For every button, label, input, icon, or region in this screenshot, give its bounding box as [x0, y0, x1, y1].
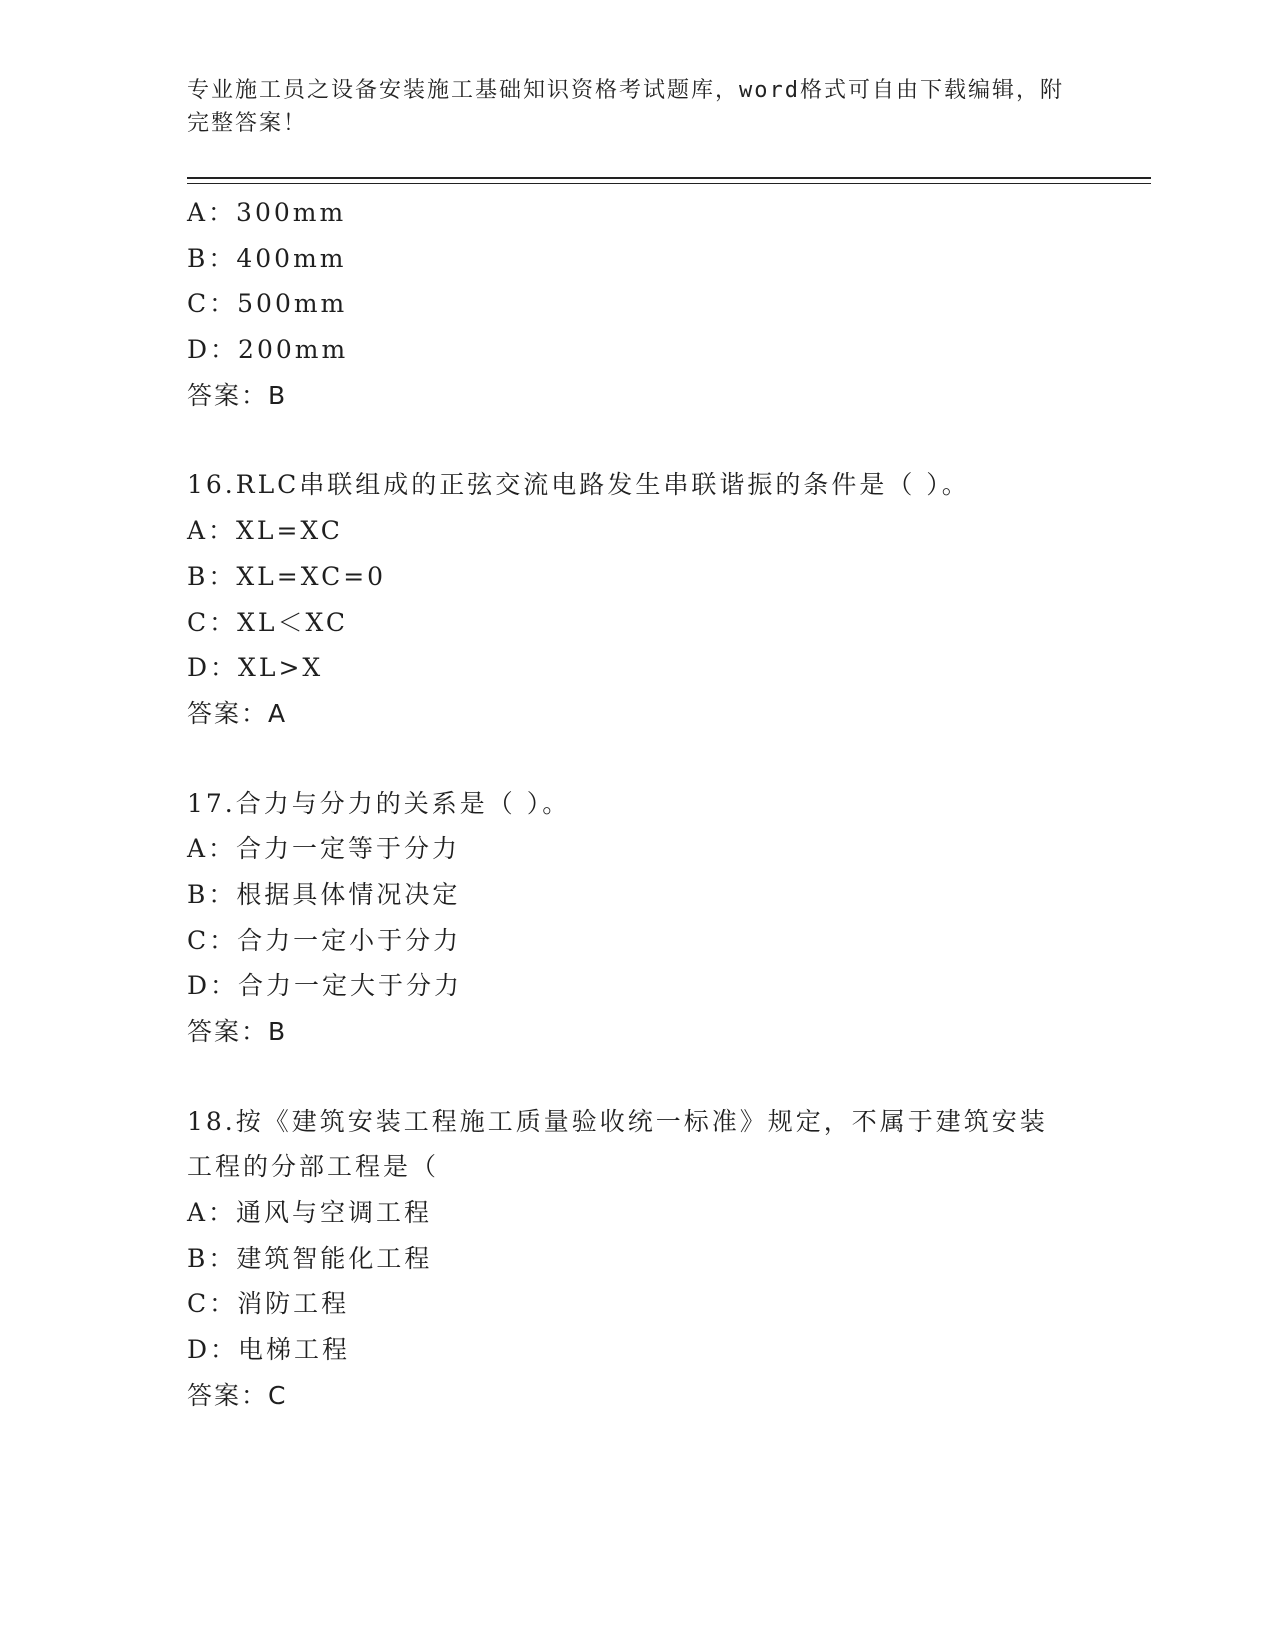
spacer — [187, 737, 1087, 781]
header-divider-thick — [187, 177, 1151, 179]
option-b: B：建筑智能化工程 — [187, 1243, 433, 1273]
option-c: C：消防工程 — [187, 1289, 350, 1319]
option-a: A：300mm — [187, 198, 347, 227]
question-block-17 — [187, 781, 1087, 1055]
spacer — [187, 418, 1087, 462]
answer-line: 答案：B — [187, 380, 288, 410]
spacer — [187, 1055, 1087, 1099]
option-b: B：XL=XC=0 — [187, 561, 387, 591]
option-a: A：通风与空调工程 — [187, 1198, 433, 1228]
option-b: B：根据具体情况决定 — [187, 879, 461, 909]
header-divider-thin — [187, 183, 1151, 184]
answer-line: 答案：B — [187, 1017, 288, 1046]
question-text: 16.RLC串联组成的正弦交流电路发生串联谐振的条件是（ ）。 — [187, 470, 970, 500]
option-c: C：合力一定小于分力 — [187, 925, 462, 955]
option-d: D：电梯工程 — [187, 1335, 351, 1365]
option-d: D：XL>X — [187, 653, 324, 683]
option-d: D：200mm — [187, 335, 349, 365]
document-header — [187, 74, 1087, 140]
option-b: B：400mm — [187, 243, 347, 273]
option-a: A：合力一定等于分力 — [187, 834, 461, 864]
option-c: C：XL＜XC — [187, 607, 349, 637]
question-block-18 — [187, 1099, 1087, 1419]
option-a: A：XL=XC — [187, 516, 343, 546]
option-d: D：合力一定大于分力 — [187, 971, 463, 1001]
question-text: 17.合力与分力的关系是（ ）。 — [187, 788, 571, 818]
question-text: 18.按《建筑安装工程施工质量验收统一标准》规定，不属于建筑安装工程的分部工程是（ — [187, 1106, 1048, 1182]
option-c: C：500mm — [187, 289, 348, 319]
answer-line: 答案：C — [187, 1380, 288, 1410]
question-list — [187, 190, 1087, 1419]
answer-line: 答案：A — [187, 698, 288, 728]
header-text: 专业施工员之设备安装施工基础知识资格考试题库，word格式可自由下载编辑，附完整答案！ — [187, 78, 1064, 136]
question-block-16 — [187, 462, 1087, 736]
question-block-15 — [187, 190, 1087, 418]
